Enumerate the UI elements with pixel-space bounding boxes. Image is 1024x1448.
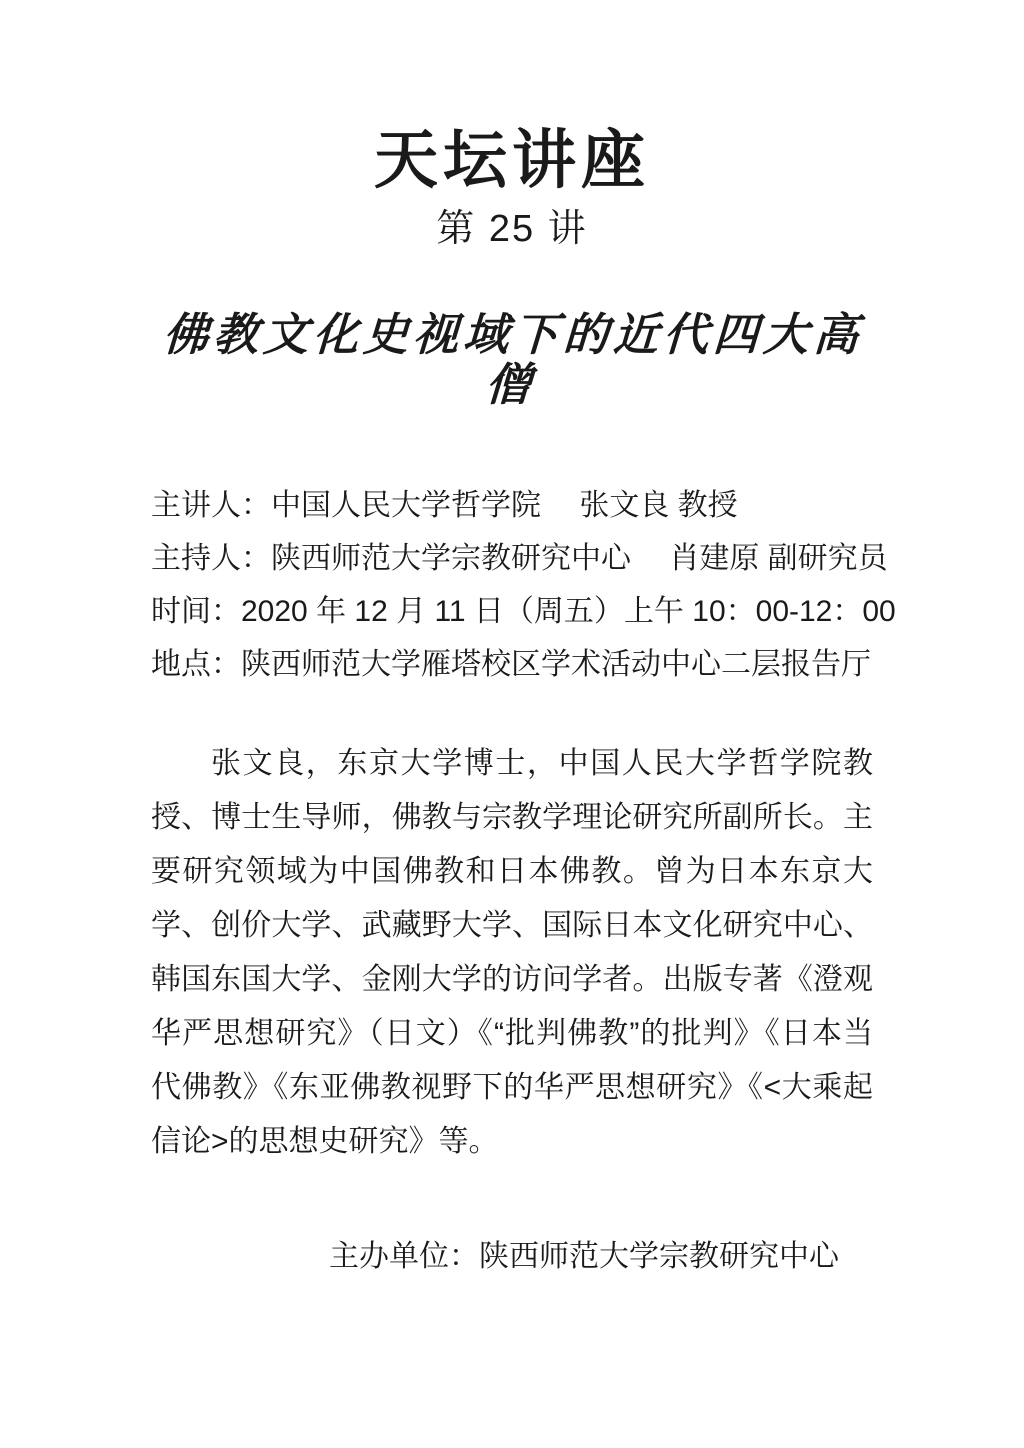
detail-venue: 地点：陕西师范大学雁塔校区学术活动中心二层报告厅 [151,648,871,681]
lecture-details [151,479,896,691]
detail-time: 时间：2020 年 12 月 11 日（周五）上午 10：00-12：00 [151,595,896,628]
organizer-line: 主办单位：陕西师范大学宗教研究中心 [329,1240,839,1273]
lecture-title: 佛教文化史视域下的近代四大高僧 [161,308,865,411]
detail-host: 主持人：陕西师范大学宗教研究中心 肖建原 副研究员 [151,542,888,575]
session-number: 第 25 讲 [436,208,588,250]
series-title: 天坛讲座 [374,124,650,196]
speaker-bio: 张文良，东京大学博士，中国人民大学哲学院教授、博士生导师，佛教与宗教学理论研究所副所长。主要研究领域为中国佛教和日本佛教。曾为日本东京大学、创价大学、武藏野大学、国际日本文化研究中心、韩国东国大学、金刚大学的访问学者。出版专著《澄观华严思想研究》（日文）《“批判佛教”的批判》《日本当代佛教》《东亚佛教视野下的华严思想研究》《<大乘起信论>的思想史研究》等。 [151,747,873,1158]
detail-speaker: 主讲人：中国人民大学哲学院 张文良 教授 [151,489,738,522]
